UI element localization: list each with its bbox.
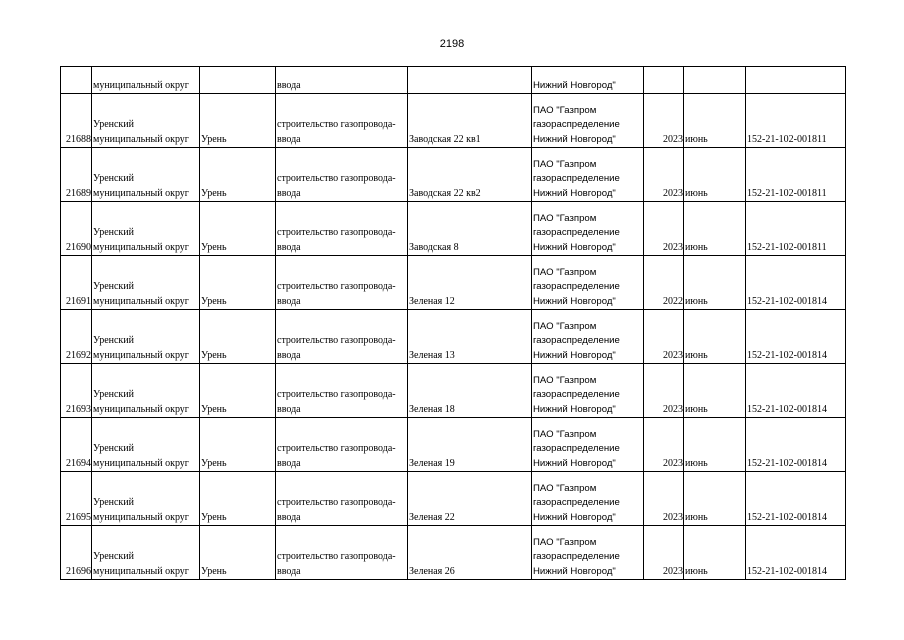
- work-type-line-1: строительство газопровода-: [277, 389, 396, 400]
- table-row: [61, 202, 846, 256]
- cell-organization: [532, 418, 644, 472]
- work-type-line-2: ввода: [277, 511, 301, 523]
- settlement: Урень: [201, 403, 227, 415]
- organization-line-1: ПАО "Газпром: [533, 266, 597, 278]
- code: 152-21-102-001814: [747, 349, 827, 361]
- code: 152-21-102-001811: [747, 133, 827, 145]
- settlement: Урень: [201, 295, 227, 307]
- work-type-line-1: строительство газопровода-: [277, 335, 396, 346]
- cell-organization: [532, 202, 644, 256]
- year: 2023: [663, 187, 683, 199]
- cell-district: [92, 148, 200, 202]
- district-line-1: Уренский: [93, 389, 134, 400]
- settlement: Урень: [201, 187, 227, 199]
- organization-line-2: газораспределение: [533, 389, 620, 400]
- work-type-line-2: ввода: [277, 403, 301, 415]
- organization-line-3: Нижний Новгород": [533, 187, 616, 199]
- cell-district: [92, 256, 200, 310]
- organization-line-2: газораспределение: [533, 173, 620, 184]
- row-number: 21693: [66, 403, 91, 415]
- address: Заводская 8: [409, 241, 459, 253]
- district-line-2: муниципальный округ: [93, 457, 189, 469]
- cell-code: [746, 526, 846, 580]
- cell-num: [61, 67, 92, 94]
- year: 2023: [663, 565, 683, 577]
- cell-year: [644, 148, 684, 202]
- continuation-row: [61, 67, 846, 94]
- organization-line-1: ПАО "Газпром: [533, 158, 597, 170]
- cell-district: [92, 418, 200, 472]
- cell-settlement: [200, 67, 276, 94]
- district-line-2: муниципальный округ: [93, 241, 189, 253]
- address: Зеленая 13: [409, 349, 455, 361]
- year: 2023: [663, 349, 683, 361]
- organization-line-1: ПАО "Газпром: [533, 374, 597, 386]
- year: 2023: [663, 241, 683, 253]
- cell-work-type: [276, 418, 408, 472]
- settlement: Урень: [201, 349, 227, 361]
- district-line-2: муниципальный округ: [93, 565, 189, 577]
- work-type-line-1: строительство газопровода-: [277, 281, 396, 292]
- year: 2023: [663, 511, 683, 523]
- cell-settlement: [200, 202, 276, 256]
- cell-work-type: [276, 472, 408, 526]
- table-row: [61, 364, 846, 418]
- cell-code: [746, 418, 846, 472]
- district-line-1: Уренский: [93, 173, 134, 184]
- cell-organization: Нижний Новгород": [532, 67, 644, 94]
- table-row: [61, 418, 846, 472]
- district-line-2: муниципальный округ: [93, 349, 189, 361]
- cell-month: [684, 202, 746, 256]
- cell-code: [746, 67, 846, 94]
- district-line-2: муниципальный округ: [93, 295, 189, 307]
- cell-organization: [532, 364, 644, 418]
- cell-month: [684, 418, 746, 472]
- cell-num: [61, 94, 92, 148]
- address: Зеленая 12: [409, 295, 455, 307]
- cell-num: [61, 472, 92, 526]
- organization-line-2: газораспределение: [533, 551, 620, 562]
- cell-organization: [532, 94, 644, 148]
- row-number: 21688: [66, 133, 91, 145]
- cell-num: [61, 364, 92, 418]
- work-type-line-1: строительство газопровода-: [277, 443, 396, 454]
- organization-line-3: Нижний Новгород": [533, 295, 616, 307]
- organization-line-3: Нижний Новгород": [533, 403, 616, 415]
- cell-district: [92, 94, 200, 148]
- work-type-line-1: строительство газопровода-: [277, 173, 396, 184]
- organization-line-3: Нижний Новгород": [533, 349, 616, 361]
- cell-organization: [532, 310, 644, 364]
- work-type-line-2: ввода: [277, 187, 301, 199]
- cell-code: [746, 148, 846, 202]
- organization-line-2: газораспределение: [533, 335, 620, 346]
- month: июнь: [685, 295, 708, 307]
- cell-settlement: [200, 148, 276, 202]
- cell-year: [644, 526, 684, 580]
- cell-year: [644, 67, 684, 94]
- cell-settlement: [200, 364, 276, 418]
- cell-work-type: [276, 526, 408, 580]
- address: Заводская 22 кв2: [409, 187, 481, 199]
- year: 2023: [663, 403, 683, 415]
- year: 2023: [663, 457, 683, 469]
- address: Зеленая 26: [409, 565, 455, 577]
- organization-line-2: газораспределение: [533, 119, 620, 130]
- code: 152-21-102-001814: [747, 565, 827, 577]
- district-line-1: Уренский: [93, 551, 134, 562]
- register-table-body: [61, 67, 846, 580]
- organization-line-3: Нижний Новгород": [533, 565, 616, 577]
- organization-line-1: ПАО "Газпром: [533, 428, 597, 440]
- settlement: Урень: [201, 511, 227, 523]
- code: 152-21-102-001811: [747, 241, 827, 253]
- cell-code: [746, 94, 846, 148]
- cell-work-type: [276, 148, 408, 202]
- row-number: 21691: [66, 295, 91, 307]
- organization-line-1: ПАО "Газпром: [533, 104, 597, 116]
- cell-month: [684, 256, 746, 310]
- work-type-line-2: ввода: [277, 241, 301, 253]
- organization-line-2: газораспределение: [533, 227, 620, 238]
- cell-month: [684, 472, 746, 526]
- cell-work-type: [276, 310, 408, 364]
- cell-year: [644, 472, 684, 526]
- code: 152-21-102-001814: [747, 511, 827, 523]
- district-line-2: муниципальный округ: [93, 187, 189, 199]
- cell-code: [746, 256, 846, 310]
- cell-district: [92, 310, 200, 364]
- organization-line-1: ПАО "Газпром: [533, 212, 597, 224]
- cell-organization: [532, 148, 644, 202]
- table-row: [61, 310, 846, 364]
- code: 152-21-102-001814: [747, 457, 827, 469]
- cell-work-type: [276, 202, 408, 256]
- cell-settlement: [200, 526, 276, 580]
- table-row: [61, 256, 846, 310]
- cell-work-type: [276, 364, 408, 418]
- cell-address: [408, 67, 532, 94]
- month: июнь: [685, 403, 708, 415]
- cell-year: [644, 94, 684, 148]
- year: 2022: [663, 295, 683, 307]
- cell-year: [644, 310, 684, 364]
- cell-month: [684, 310, 746, 364]
- district-line-1: Уренский: [93, 443, 134, 454]
- organization-line-1: ПАО "Газпром: [533, 482, 597, 494]
- month: июнь: [685, 511, 708, 523]
- month: июнь: [685, 565, 708, 577]
- district-line-1: Уренский: [93, 119, 134, 130]
- address: Зеленая 19: [409, 457, 455, 469]
- cell-num: [61, 202, 92, 256]
- work-type-line-2: ввода: [277, 349, 301, 361]
- row-number: 21689: [66, 187, 91, 199]
- month: июнь: [685, 241, 708, 253]
- cell-work-type: ввода: [276, 67, 408, 94]
- cell-num: [61, 418, 92, 472]
- cell-year: [644, 202, 684, 256]
- cell-year: [644, 364, 684, 418]
- cell-organization: [532, 526, 644, 580]
- month: июнь: [685, 187, 708, 199]
- code: 152-21-102-001814: [747, 403, 827, 415]
- address: Зеленая 18: [409, 403, 455, 415]
- cell-district: [92, 526, 200, 580]
- organization-line-3: Нижний Новгород": [533, 457, 616, 469]
- organization-line-1: ПАО "Газпром: [533, 320, 597, 332]
- organization-line-2: газораспределение: [533, 497, 620, 508]
- cell-code: [746, 472, 846, 526]
- cell-district: [92, 202, 200, 256]
- district-line-2: муниципальный округ: [93, 511, 189, 523]
- cell-month: [684, 364, 746, 418]
- cell-month: [684, 526, 746, 580]
- cell-num: [61, 148, 92, 202]
- work-type-line-2: ввода: [277, 295, 301, 307]
- cell-settlement: [200, 256, 276, 310]
- month: июнь: [685, 457, 708, 469]
- settlement: Урень: [201, 457, 227, 469]
- cell-address: [408, 526, 532, 580]
- work-type-line-2: ввода: [277, 565, 301, 577]
- cell-month: [684, 94, 746, 148]
- month: июнь: [685, 133, 708, 145]
- year: 2023: [663, 133, 683, 145]
- cell-month: [684, 67, 746, 94]
- district-line-2: муниципальный округ: [93, 133, 189, 145]
- cell-work-type: [276, 94, 408, 148]
- settlement: Урень: [201, 241, 227, 253]
- settlement: Урень: [201, 133, 227, 145]
- row-number: 21694: [66, 457, 91, 469]
- cell-year: [644, 418, 684, 472]
- cell-district: муниципальный округ: [92, 67, 200, 94]
- cell-settlement: [200, 418, 276, 472]
- district-line-2: муниципальный округ: [93, 403, 189, 415]
- cell-address: [408, 418, 532, 472]
- organization-line-1: ПАО "Газпром: [533, 536, 597, 548]
- cell-district: [92, 364, 200, 418]
- organization-line-2: газораспределение: [533, 281, 620, 292]
- cell-address: [408, 148, 532, 202]
- cell-organization: [532, 256, 644, 310]
- district-line-1: Уренский: [93, 227, 134, 238]
- work-type-line-2: ввода: [277, 457, 301, 469]
- district-line-1: Уренский: [93, 335, 134, 346]
- organization-line-3: Нижний Новгород": [533, 241, 616, 253]
- row-number: 21690: [66, 241, 91, 253]
- code: 152-21-102-001814: [747, 295, 827, 307]
- cell-district: [92, 472, 200, 526]
- cell-settlement: [200, 94, 276, 148]
- organization-line-2: газораспределение: [533, 443, 620, 454]
- code: 152-21-102-001811: [747, 187, 827, 199]
- cell-organization: [532, 472, 644, 526]
- cell-code: [746, 310, 846, 364]
- cell-address: [408, 310, 532, 364]
- address: Зеленая 22: [409, 511, 455, 523]
- cell-num: [61, 526, 92, 580]
- cell-month: [684, 148, 746, 202]
- cell-num: [61, 310, 92, 364]
- cell-address: [408, 472, 532, 526]
- address: Заводская 22 кв1: [409, 133, 481, 145]
- work-type-line-2: ввода: [277, 133, 301, 145]
- cell-code: [746, 202, 846, 256]
- district-line-1: Уренский: [93, 281, 134, 292]
- work-type-line-1: строительство газопровода-: [277, 119, 396, 130]
- month: июнь: [685, 349, 708, 361]
- row-number: 21692: [66, 349, 91, 361]
- register-table: [60, 66, 846, 580]
- cell-address: [408, 94, 532, 148]
- cell-settlement: [200, 472, 276, 526]
- organization-line-3: Нижний Новгород": [533, 511, 616, 523]
- cell-work-type: [276, 256, 408, 310]
- settlement: Урень: [201, 565, 227, 577]
- organization-line-3: Нижний Новгород": [533, 133, 616, 145]
- row-number: 21695: [66, 511, 91, 523]
- cell-address: [408, 364, 532, 418]
- page-number: 2198: [439, 38, 465, 50]
- district-line-1: Уренский: [93, 497, 134, 508]
- cell-settlement: [200, 310, 276, 364]
- table-row: [61, 148, 846, 202]
- cell-code: [746, 364, 846, 418]
- work-type-line-1: строительство газопровода-: [277, 551, 396, 562]
- table-row: [61, 526, 846, 580]
- row-number: 21696: [66, 565, 91, 577]
- cell-num: [61, 256, 92, 310]
- work-type-line-1: строительство газопровода-: [277, 497, 396, 508]
- cell-address: [408, 202, 532, 256]
- table-row: [61, 94, 846, 148]
- cell-year: [644, 256, 684, 310]
- cell-address: [408, 256, 532, 310]
- work-type-line-1: строительство газопровода-: [277, 227, 396, 238]
- table-row: [61, 472, 846, 526]
